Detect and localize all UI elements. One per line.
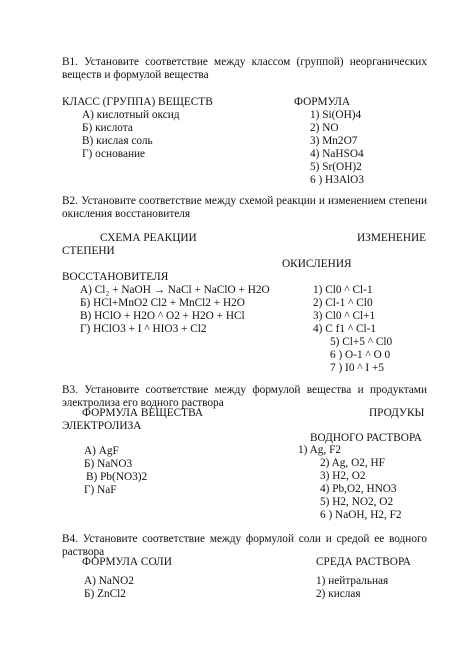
b3-left-item: В) Pb(NO3)2 (86, 471, 148, 483)
b3-header-left: ФОРМУЛА ВЕЩЕСТВА (82, 407, 204, 419)
b2-left-item: Г) HClO3 + I ^ HIO3 + Cl2 (80, 323, 207, 335)
b4-left-item: А) NaNO2 (84, 575, 134, 587)
b4-header-left: ФОРМУЛА СОЛИ (82, 556, 172, 568)
b2-header-line2-right: ОКИСЛЕНИЯ (282, 258, 352, 270)
question-b4: В4. Установите соответствие между формулой соли и средой ее водного раствора (62, 533, 427, 558)
b2-left-item: Б) HCl+MnO2 Cl2 + MnCl2 + H2O (80, 297, 245, 309)
b1-left-item: А) кислотный оксид (82, 109, 180, 121)
b1-right-header: ФОРМУЛА (294, 96, 351, 108)
b3-header-line2: ЭЛЕКТРОЛИЗА (62, 420, 142, 432)
b1-right-item: 2) NO (310, 122, 339, 134)
b2-right-item: 7 ) I0 ^ I +5 (330, 362, 385, 374)
b1-right-item: 3) Mn2O7 (310, 135, 358, 147)
b2-right-item: 1) Cl0 ^ Cl-1 (313, 284, 373, 296)
b1-left-item: В) кислая соль (82, 135, 153, 147)
b2-right-item: 3) Cl0 ^ Cl+1 (313, 310, 376, 322)
b2-header-left: СХЕМА РЕАКЦИИ (100, 232, 197, 244)
b4-right-item: 2) кислая (316, 588, 361, 600)
b1-left-item: Б) кислота (82, 122, 133, 134)
b2-left-item: В) HClO + H2O ^ O2 + H2O + HCl (80, 310, 245, 322)
question-b3: В3. Установите соответствие между формулой вещества и продуктами электролиза его водного раствора (62, 384, 427, 409)
b3-right-item: 2) Ag, O2, HF (320, 457, 385, 469)
b2-header-right: ИЗМЕНЕНИЕ (357, 232, 427, 244)
b3-right-item: 5) H2, NO2, O2 (320, 496, 394, 508)
b1-right-item: 5) Sr(OH)2 (310, 161, 362, 173)
b1-right-item: 4) NaHSO4 (310, 148, 364, 160)
b4-header-right: СРЕДА РАСТВОРА (316, 556, 411, 568)
b2-left-item: А) Сl₂ + NaOH → NaCl + NaClO + H2O (80, 284, 270, 296)
b2-right-item: 4) C f1 ^ Cl-1 (313, 323, 377, 335)
b1-right-item: 6 ) H3AlO3 (310, 174, 364, 186)
b3-left-item: Б) NaNO3 (84, 458, 133, 470)
b4-right-item: 1) нейтральная (316, 575, 389, 587)
b3-header-right: ПРОДУКЫ (369, 407, 425, 419)
b3-left-item: Г) NaF (84, 484, 117, 496)
b3-right-item: 3) H2, O2 (320, 470, 366, 482)
b2-header-line3: ВОССТАНОВИТЕЛЯ (62, 271, 169, 283)
b2-right-item: 5) Cl+5 ^ Cl0 (330, 336, 393, 348)
b3-right-item: 1) Ag, F2 (298, 444, 341, 456)
question-b1: В1. Установите соответствие между классом (группой) неорганических веществ и формулой вещества (62, 56, 427, 81)
b1-right-item: 1) Si(OH)4 (310, 109, 362, 121)
b3-right-item: 6 ) NaOH, H2, F2 (320, 509, 402, 521)
b3-header-line3-right: ВОДНОГО РАСТВОРА (310, 432, 422, 444)
b2-right-item: 2) Cl-1 ^ Cl0 (313, 297, 373, 309)
b1-left-header: КЛАСС (ГРУППА) ВЕЩЕСТВ (62, 96, 213, 108)
b3-right-item: 4) Pb,O2, HNO3 (320, 483, 397, 495)
question-b2: В2. Установите соответствие между схемой реакции и изменением степени окисления восстановителя (62, 195, 427, 220)
b2-right-item: 6 ) O-1 ^ O 0 (330, 349, 391, 361)
b4-left-item: Б) ZnCl2 (84, 588, 126, 600)
b1-left-item: Г) основание (82, 148, 146, 160)
b2-header-line2: СТЕПЕНИ (62, 245, 115, 257)
b3-left-item: А) AgF (84, 445, 119, 457)
